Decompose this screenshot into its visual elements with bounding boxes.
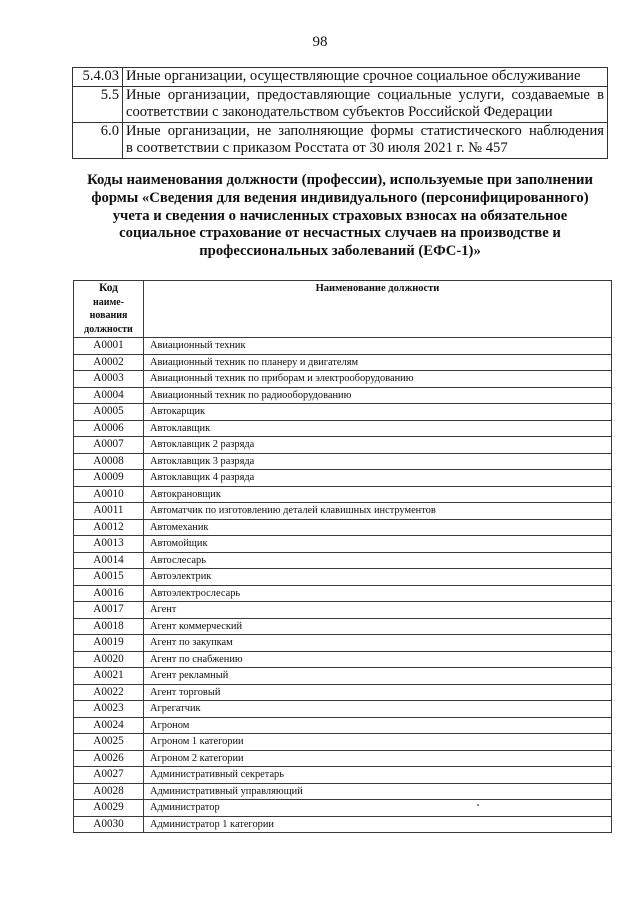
table-row [74,618,612,635]
table-row [74,635,612,652]
table-row [74,668,612,685]
position-code: A0026 [74,750,144,767]
table-row [74,536,612,553]
table-row [74,701,612,718]
table-row [74,800,612,817]
table-row [74,453,612,470]
position-code: A0019 [74,635,144,652]
position-code: A0020 [74,651,144,668]
position-code: A0018 [74,618,144,635]
position-name: Автоматчик по изготовлению деталей клавишных инструментов [144,503,612,520]
table-row [74,585,612,602]
position-code: A0023 [74,701,144,718]
table-row [73,122,608,158]
position-name: Администратор 1 категории [144,816,612,833]
position-code: A0017 [74,602,144,619]
position-name: Автокрановщик [144,486,612,503]
position-name: Автоклавщик 2 разряда [144,437,612,454]
position-code: A0010 [74,486,144,503]
table-row [74,816,612,833]
position-name: Администратор [144,800,612,817]
heading-line: Коды наименования должности (профессии), используемые при заполнении [87,172,593,188]
position-name: Автомеханик [144,519,612,536]
header-line: наиме- [92,296,125,308]
table-row [74,519,612,536]
position-code: A0012 [74,519,144,536]
row-name-line: в соответствии с приказом Росстата от 30 июля 2021 г. № 457 [126,140,508,156]
column-header-name: Наименование должности [144,281,612,338]
header-line: должности [84,323,133,335]
position-name: Автослесарь [144,552,612,569]
table-row [74,651,612,668]
table-row [74,338,612,355]
position-code: A0027 [74,767,144,784]
okved-continuation-table [72,67,608,159]
position-name: Агрегатчик [144,701,612,718]
table-row [73,86,608,122]
position-code: A0029 [74,800,144,817]
table-row [74,503,612,520]
position-code: A0004 [74,387,144,404]
heading-line: профессиональных заболеваний (ЕФС-1)» [199,243,481,260]
position-name: Агент по закупкам [144,635,612,652]
table-row [74,470,612,487]
position-name: Авиационный техник по приборам и электрооборудованию [144,371,612,388]
position-name: Агроном 1 категории [144,734,612,751]
table-row [73,68,608,87]
row-name-line: Иные организации, предоставляющие социальные услуги, создаваемые в [126,86,604,103]
heading-line: социальное страхование от несчастных случаев на производстве и [119,225,561,242]
position-codes-table [73,280,612,833]
position-name: Автомойщик [144,536,612,553]
position-code: A0003 [74,371,144,388]
position-name: Автоэлектрослесарь [144,585,612,602]
table-row [74,354,612,371]
row-code: 5.5 [73,86,123,122]
row-name [123,86,608,122]
row-name [123,68,608,87]
table-row [74,486,612,503]
position-name: Агент торговый [144,684,612,701]
table-row [74,437,612,454]
position-name: Автоклавщик [144,420,612,437]
header-line: Код [98,282,118,294]
position-code: A0006 [74,420,144,437]
position-code: A0008 [74,453,144,470]
position-code: A0030 [74,816,144,833]
position-code: A0007 [74,437,144,454]
position-name: Авиационный техник по планеру и двигателям [144,354,612,371]
row-name-line: Иные организации, осуществляющие срочное социальное обслуживание [126,68,581,84]
table-row [74,569,612,586]
position-code: A0016 [74,585,144,602]
row-name-line: соответствии с законодательством субъектов Российской Федерации [126,104,553,120]
position-code: A0014 [74,552,144,569]
position-name: Авиационный техник по радиооборудованию [144,387,612,404]
page-number: 98 [312,34,328,50]
position-code: A0001 [74,338,144,355]
heading-line: формы «Сведения для ведения индивидуального (персонифицированного) [91,189,589,206]
table-row [74,387,612,404]
position-name: Автоклавщик 3 разряда [144,453,612,470]
position-code: A0025 [74,734,144,751]
position-name: Авиационный техник [144,338,612,355]
position-name: Агент рекламный [144,668,612,685]
table-body [74,338,612,833]
table-row [74,750,612,767]
table-header-row [74,281,612,338]
position-name: Агент по снабжению [144,651,612,668]
table-row [74,404,612,421]
table-row [74,717,612,734]
position-code: A0015 [74,569,144,586]
position-name: Автокарщик [144,404,612,421]
position-code: A0022 [74,684,144,701]
row-code: 5.4.03 [73,68,123,87]
position-name: Агроном 2 категории [144,750,612,767]
heading-line: учета и сведения о начисленных страховых взносах на обязательное [112,207,568,224]
position-code: A0009 [74,470,144,487]
table-row [74,734,612,751]
position-name: Автоэлектрик [144,569,612,586]
table-row [74,767,612,784]
table-row [74,684,612,701]
position-name: Административный секретарь [144,767,612,784]
position-name: Административный управляющий [144,783,612,800]
scan-artifact [477,804,479,806]
table-row [74,371,612,388]
table-row [74,552,612,569]
table-row [74,602,612,619]
position-name: Агент коммерческий [144,618,612,635]
section-heading [72,172,608,261]
position-code: A0021 [74,668,144,685]
position-code: A0028 [74,783,144,800]
position-name: Агроном [144,717,612,734]
position-name: Автоклавщик 4 разряда [144,470,612,487]
row-name [123,122,608,158]
position-code: A0011 [74,503,144,520]
header-line: нования [89,310,128,321]
position-code: A0005 [74,404,144,421]
position-code: A0024 [74,717,144,734]
position-name: Агент [144,602,612,619]
position-code: A0002 [74,354,144,371]
table-row [74,420,612,437]
row-code: 6.0 [73,122,123,158]
row-name-line: Иные организации, не заполняющие формы статистического наблюдения [126,122,604,139]
table-row [74,783,612,800]
column-header-code [74,281,144,338]
position-code: A0013 [74,536,144,553]
